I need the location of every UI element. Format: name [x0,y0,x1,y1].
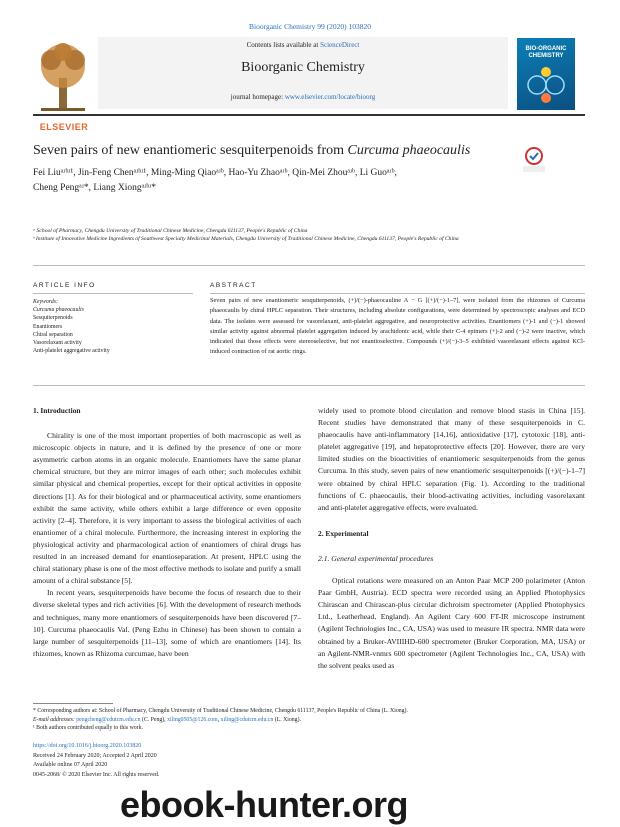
paragraph: Optical rotations were measured on an Anton Paar MCP 200 polarimeter (Anton Paar GmbH, Austria). ECD spectra were recorded using an Applied Photophysics Chirascan and Chirascan-plus circular dichroism spectrometer (Applied Photophysics Ltd., Leatherhead, England). An Agilent Cary 600 FT-IR microscope instrument (Agilent Technologies Inc., CA, USA) was used to measure IR spectra. NMR data were obtained by a Bruker-AVIIIHD-600 spectrometer (Bruker Corporation, MA, USA) or an Agilent-NMR-vnmrs 600 spectrometer (Agilent Technologies Inc., CA, USA) with the solvent peaks used as [318,576,585,670]
equal-contribution-note: ¹ Both authors contributed equally to this work. [33,725,143,731]
footnotes [33,707,585,733]
article-title [33,143,503,159]
contents-prefix: Contents lists available at [246,41,321,49]
header-rule [33,114,585,116]
email-link[interactable]: xiling0505@126.com [167,716,218,723]
paragraph: Chirality is one of the most important properties of both macroscopic as well as microscopic objects in nature, and it is defined by the presence of one or more asymmetric carbon atoms in an organic molecule. Enantiomers have the same planar chemical structure, but they are mirror images of each other; such molecules exhibit similar physical and chemical properties, except for their optical activities in opposite directions [1]. As for their biological and or pharmaceutical activity, some enantiomers exhibit the same activity, while others exhibit a large difference or even opposite activity [2–4]. Therefore, it is very important to assess the biological activities of each enantiomer of a chiral molecule. Furthermore, the increasing interest in exploring the physiological activity and pharmacological action of enantiomers of chiral drugs has resulted in an increased demand for enantioseparation. At present, HPLC using the chiral stationary phase is one of the most effective methods to isolate and purify a small amount of a chiral substance [5]. [33,431,301,586]
introduction-heading: 1. Introduction [33,406,81,415]
email-owner: (C. Peng), [140,716,168,723]
affiliation-a: ᵃ School of Pharmacy, Chengdu University of Traditional Chinese Medicine, Chengdu 611137, People's Republic of China [33,228,308,234]
homepage-line [98,93,508,101]
experimental-heading: 2. Experimental [318,528,369,538]
abstract-heading: ABSTRACT [210,282,257,289]
corresponding-author-note: * Corresponding authors at: School of Pharmacy, Chengdu University of Traditional Chinese Medicine, Chengdu 611137, People's Republic of China (L. Xiong). [33,708,408,714]
divider [33,265,585,266]
paragraph: widely used to promote blood circulation and remove blood stasis in China [15]. Recent studies have demonstrated that many of these sesquiterpenoids in C. phaeocaulis have anti-inflammatory [14,16], antioxidative [17], cytotoxic [18], anti-platelet aggregative [19], and hepatoprotective effects [20]. However, there are very limited studies on the bioactivities of enantiomeric sesquiterpenoids from the genus Curcuma. In this study, seven pairs of new enantiomeric sesquiterpenoids [(+)/(−)-1–7] were obtained by chiral HPLC separation (Fig. 1). According to the traditional functions of C. phaeocaulis, their blood-activating activities, including vasorelaxant and anti-platelet aggregative effects, were evaluated. [318,406,585,512]
title-species: Curcuma phaeocaulis [347,143,471,158]
author-list [33,166,513,196]
right-column [318,405,585,672]
keyword: Sesquiterpenoids [33,315,73,322]
affiliation-b: ᵇ Institute of Innovative Medicine Ingredients of Southwest Specialty Medicinal Materials, Chengdu University of Traditional Chinese Medicine, Chengdu 611137, People's Republic of China [33,236,459,242]
title-main: Seven pairs of new enantiomeric sesquiterpenoids from [33,143,348,158]
publication-info [33,742,333,780]
homepage-prefix: journal homepage: [230,93,285,101]
email-label: E-mail addresses: [33,716,77,723]
elsevier-tree-icon [33,38,93,110]
journal-title: Bioorganic Chemistry [241,60,365,75]
authors-line-1: Fei Liuᵃʴᵇʴ¹, Jin-Feng Chenᵃʴᵇʴ¹, Ming-Ming Qiaoᵃʴᵇ, Hao-Yu Zhaoᵃʴᵇ, Qin-Mei Zhouᵃʴᵇ, Li Guoᵃʴᵇ, [33,168,397,178]
contents-line [98,41,508,49]
received-dates: Received 24 February 2020; Accepted 2 April 2020 [33,752,157,759]
copyright: 0045-2068/ © 2020 Elsevier Inc. All rights reserved. [33,771,160,778]
divider [33,293,193,294]
available-online: Available online 07 April 2020 [33,762,108,768]
paragraph: In recent years, sesquiterpenoids have become the focus of research due to their diverse skeletal types and rich activities [6]. With the development of research methods and techniques, many more enantiomers of sesquiterpenoids have been discovered [7–10]. Curcuma phaeocaulis Val. (Peng Ezhu in Chinese) has been shown to contain a large number of sesquiterpenoids [11–13], some of which are enantiomers [14]. Its rhizomes, known as Rhizoma curcumae, have been [33,588,301,658]
email-link[interactable]: xiling@cdutcm.edu.cn [220,716,274,723]
sciencedirect-link[interactable]: ScienceDirect [320,41,360,49]
watermark: ebook-hunter.org [120,784,408,825]
journal-citation[interactable]: Bioorganic Chemistry 99 (2020) 103820 [249,22,371,31]
cover-title: BIO-ORGANIC CHEMISTRY [525,46,567,59]
keywords-block [33,298,193,355]
email-link[interactable]: pengcheng@cdutcm.edu.cn [76,716,141,723]
cover-molecule-icon [517,60,575,110]
journal-cover-thumbnail[interactable] [517,38,575,110]
divider [33,385,585,386]
keywords-label: Keywords: [33,299,58,305]
elsevier-wordmark: ELSEVIER [39,122,89,132]
subsection-heading: 2.1. General experimental procedures [318,553,434,563]
email-line [33,716,585,725]
footnote-rule [33,703,113,704]
left-column [33,405,301,660]
article-info-heading: ARTICLE INFO [33,282,96,289]
affiliations [33,227,585,243]
authors-line-2: Cheng Pengᵃʴ*, Liang Xiongᵃʴᵇʴ* [33,183,157,193]
divider [210,293,585,294]
keyword: Enantiomers [33,323,63,330]
keyword: Chiral separation [33,331,73,338]
doi-link[interactable]: https://doi.org/10.1016/j.bioorg.2020.103820 [33,743,142,749]
abstract-text: Seven pairs of new enantiomeric sesquiterpenoids, (+)/(−)-phaeocauline A − G [(+)/(−)-1–7], were isolated from the rhizomes of Curcuma phaeocaulis by chiral HPLC separation. Their structures, including absolute configurations, were determined by spectroscopic analyses and ECD data. The isolates were assessed for vasorelaxant, anti-platelet aggregative, and neuroprotective activities. Enantiomers (+)-1 and (−)-1 showed similar activity against abnormal platelet aggregation induced by arachidonic acid, while their C-4 epimers (+)-2 and (−)-2 were inactive, which indicated that those effects were stereoselective, but not enantioselective. Compounds (+)/(−)-3–5 exhibited vasorelaxant effects against KCl-induced contraction of rat aortic rings. [210,297,585,356]
keyword: Anti-platelet aggregative activity [33,348,110,355]
check-for-updates-icon[interactable] [520,146,548,174]
keyword: Vasorelaxant activity [33,340,82,347]
email-separator: , [217,716,221,723]
homepage-link[interactable]: www.elsevier.com/locate/bioorg [284,93,376,101]
email-owner: (L. Xiong). [273,716,301,723]
keyword: Curcuma phaeocaulis [33,307,84,314]
